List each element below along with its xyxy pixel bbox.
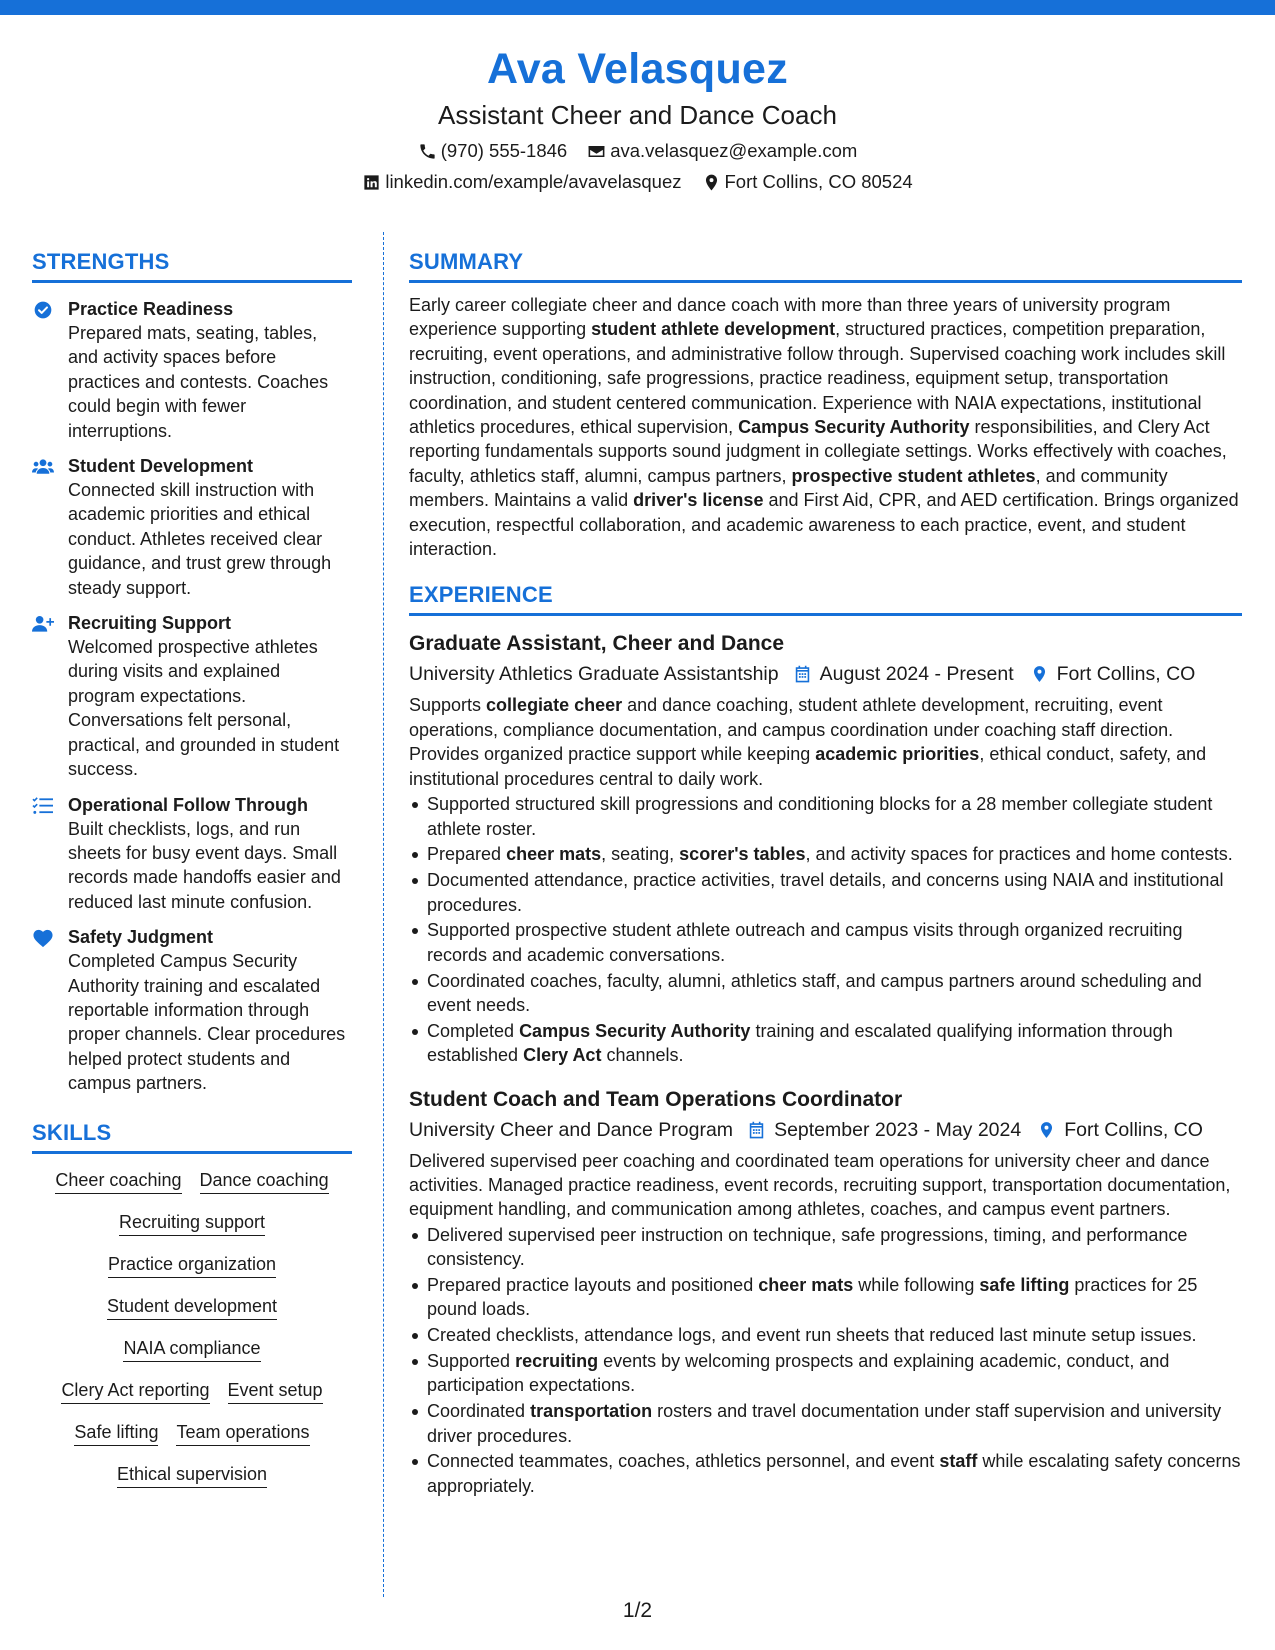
page-number: 1/2 [622,1599,653,1622]
text-run: while following [853,1274,980,1295]
skill-tag: Team operations [176,1420,309,1446]
bullet-item [409,1019,1242,1068]
job-bullets [409,1223,1242,1498]
bold-phrase: student athlete development [591,319,836,340]
top-accent-bar [0,0,1275,15]
text-run: training and escalated qualifying information through established [427,1020,1173,1066]
strength-item [32,611,352,781]
job-location: Fort Collins, CO [1056,663,1196,686]
phone-text: (970) 555-1846 [440,140,568,161]
text-run: Completed [427,1020,520,1041]
bullet-item [409,1323,1242,1347]
bold-phrase: cheer mats [506,844,602,865]
skill-tag: NAIA compliance [123,1336,260,1362]
skill-row [32,1210,352,1236]
job-meta [409,660,1242,688]
text-run: Connected teammates, coaches, athletics personnel, and event [427,1451,940,1472]
job-entry [409,630,1242,1067]
job-location: Fort Collins, CO [1064,1118,1203,1141]
bullet-item [409,842,1242,866]
strength-desc: Connected skill instruction with academic priorities and ethical conduct. Athletes received clear guidance, and trust grew through steady support. [68,480,332,598]
skills-heading: SKILLS [32,1119,352,1154]
strength-desc: Welcomed prospective athletes during visits and explained program expectations. Conversations felt personal, practical, and grounded in student success. [68,637,340,780]
strength-item [32,297,352,443]
text-run: Prepared practice layouts and positioned [427,1274,759,1295]
phone-icon [418,142,437,161]
bold-phrase: Campus Security Authority [519,1020,751,1041]
skill-tag: Event setup [228,1378,323,1404]
text-run: while escalating safety concerns appropriately. [427,1451,1241,1496]
text-run: Supported [427,1350,516,1371]
job-dates: August 2024 - Present [819,663,1014,686]
candidate-role: Assistant Cheer and Dance Coach [438,100,837,130]
job-organization: University Athletics Graduate Assistantship [409,663,779,686]
skill-tag: Dance coaching [200,1168,329,1194]
strength-desc: Built checklists, logs, and run sheets for busy event days. Small records made handoffs easier and reduced last minute confusion. [68,818,341,912]
contact-row-secondary [0,169,1275,195]
right-column [409,248,1242,1500]
experience-list [409,630,1242,1498]
bold-phrase: prospective student athletes [791,465,1036,486]
skills-list [32,1168,352,1488]
job-title: Student Coach and Team Operations Coordinator [409,1087,903,1111]
bold-phrase: staff [939,1451,978,1472]
calendar-icon [747,1120,766,1140]
bullet-item [409,792,1242,841]
strength-desc: Prepared mats, seating, tables, and activity spaces before practices and contests. Coaches could begin with fewer interruptions. [68,323,329,441]
resume-header [0,40,1275,195]
strengths-heading: STRENGTHS [32,248,352,283]
strength-title: Safety Judgment [68,927,214,948]
text-run: Supported prospective student athlete outreach and campus visits through organized recruiting records and academic conversations. [427,920,1183,965]
job-organization: University Cheer and Dance Program [409,1118,734,1141]
text-run: , seating, [601,844,680,865]
bullet-item [409,868,1242,917]
skill-row [32,1294,352,1320]
bold-phrase: Campus Security Authority [738,417,970,438]
contact-location [702,169,913,195]
bold-phrase: Clery Act [523,1045,602,1066]
text-run: Delivered supervised peer coaching and coordinated team operations for university cheer and dance activities. Managed practice readiness, event records, recruiting support, transportation documentation, equipment handling, and communication among athletes, coaches, and campus event partners. [409,1150,1231,1220]
map-pin-icon [1030,664,1049,684]
bold-phrase: collegiate cheer [486,695,623,716]
candidate-name: Ava Velasquez [486,45,789,93]
skill-tag: Student development [107,1294,277,1320]
linkedin-link[interactable]: linkedin.com/example/avavelasquez [385,171,682,192]
job-title: Graduate Assistant, Cheer and Dance [409,632,785,656]
skill-row [32,1462,352,1488]
strengths-list [32,297,352,1096]
bold-phrase: scorer's tables [679,844,806,865]
text-run: Created checklists, attendance logs, and event run sheets that reduced last minute setup issues. [427,1325,1197,1346]
contact-email[interactable] [587,138,857,164]
strength-item [32,454,352,600]
bold-phrase: academic priorities [815,744,980,765]
user-plus-icon [32,611,56,781]
users-icon [32,454,56,600]
text-run: Early career collegiate cheer and dance coach with more than three years of university program experience supporting [409,295,1171,340]
text-run: rosters and travel documentation under staff supervision and university driver procedures. [427,1401,1222,1446]
text-run: , and activity spaces for practices and home contests. [805,844,1233,865]
skill-tag: Clery Act reporting [61,1378,209,1404]
bullet-item [409,969,1242,1018]
job-description [409,1149,1242,1222]
skill-tag: Recruiting support [119,1210,265,1236]
contact-row-primary [0,138,1275,164]
heart-icon [32,925,56,1095]
column-divider [383,232,384,1597]
bullet-item [409,1273,1242,1322]
skill-row [32,1378,352,1404]
bold-phrase: driver's license [633,490,764,511]
strength-title: Operational Follow Through [68,794,308,815]
summary-heading: SUMMARY [409,248,1242,283]
strength-title: Recruiting Support [68,613,231,634]
skill-row [32,1252,352,1278]
email-link[interactable]: ava.velasquez@example.com [610,140,858,161]
bold-phrase: transportation [530,1401,653,1422]
linkedin-icon [362,173,381,192]
left-column [32,248,352,1504]
summary-text [409,293,1242,561]
text-run: channels. [601,1045,684,1066]
strength-item [32,925,352,1095]
strength-title: Practice Readiness [68,299,234,319]
job-bullets [409,792,1242,1067]
text-run: and First Aid, CPR, and AED certification. Brings organized execution, respectful collaboration, and academic awareness to each practice, event, and student interaction. [409,490,1239,560]
text-run: practices for 25 pound loads. [427,1274,1198,1320]
contact-phone [418,138,568,164]
skill-row [32,1168,352,1194]
text-run: Delivered supervised peer instruction on technique, safe progressions, timing, and performance consistency. [427,1224,1188,1270]
text-run: , structured practices, competition preparation, recruiting, event operations, and administrative follow through. Supervised coaching work includes skill instruction, conditioning, safe progressions, practice readiness, equipment setup, transportation coordination, and student centered communication. Experience with NAIA expectations, institutional athletics procedures, ethical supervision, [409,319,1226,438]
skill-tag: Safe lifting [74,1420,158,1446]
text-run: Coordinated coaches, faculty, alumni, athletics staff, and campus partners around scheduling and event needs. [427,970,1202,1015]
text-run: and dance coaching, student athlete development, recruiting, event operations, compliance documentation, and campus coordination under coaching staff direction. Provides organized practice support while keeping [409,695,1174,765]
bullet-item [409,918,1242,967]
text-run: Supports [409,695,487,716]
text-run: Documented attendance, practice activities, travel details, and concerns using NAIA and institutional procedures. [427,870,1224,915]
location-text: Fort Collins, CO 80524 [724,171,913,192]
bullet-item [409,1223,1242,1272]
text-run: Prepared [427,844,507,865]
text-run: , and community members. Maintains a valid [409,465,1168,511]
skill-tag: Ethical supervision [117,1462,267,1488]
strength-desc: Completed Campus Security Authority training and escalated reportable information through proper channels. Clear procedures helped protect students and campus partners. [68,951,346,1094]
strength-item [32,793,352,915]
job-description [409,693,1242,791]
bullet-item [409,1399,1242,1448]
text-run: Coordinated [427,1401,531,1422]
bold-phrase: cheer mats [758,1274,854,1295]
calendar-icon [793,664,812,684]
experience-heading: EXPERIENCE [409,581,1242,616]
skill-tag: Practice organization [108,1252,276,1278]
bold-phrase: safe lifting [979,1274,1070,1295]
text-run: , ethical conduct, safety, and institutional procedures central to daily work. [409,744,1207,789]
list-check-icon [32,793,56,915]
job-entry [409,1086,1242,1499]
text-run: Supported structured skill progressions and conditioning blocks for a 28 member collegiate student athlete roster. [427,794,1213,839]
bullet-item [409,1349,1242,1398]
skill-tag: Cheer coaching [55,1168,181,1194]
check-circle-icon [32,297,56,443]
job-dates: September 2023 - May 2024 [774,1118,1022,1141]
text-run: responsibilities, and Clery Act reporting fundamentals supports sound judgment in collegiate settings. Works effectively with coaches, faculty, athletics staff, alumni, campus partners, [409,417,1227,486]
strength-title: Student Development [68,456,254,477]
skill-row [32,1336,352,1362]
map-pin-icon [1037,1120,1056,1140]
bullet-item [409,1449,1242,1498]
bold-phrase: recruiting [515,1350,599,1371]
envelope-icon [587,142,606,161]
map-pin-icon [702,173,721,192]
skill-row [32,1420,352,1446]
text-run: events by welcoming prospects and explaining academic, conduct, and participation expectations. [427,1350,1170,1396]
job-meta [409,1116,1242,1144]
contact-linkedin[interactable] [362,169,681,195]
